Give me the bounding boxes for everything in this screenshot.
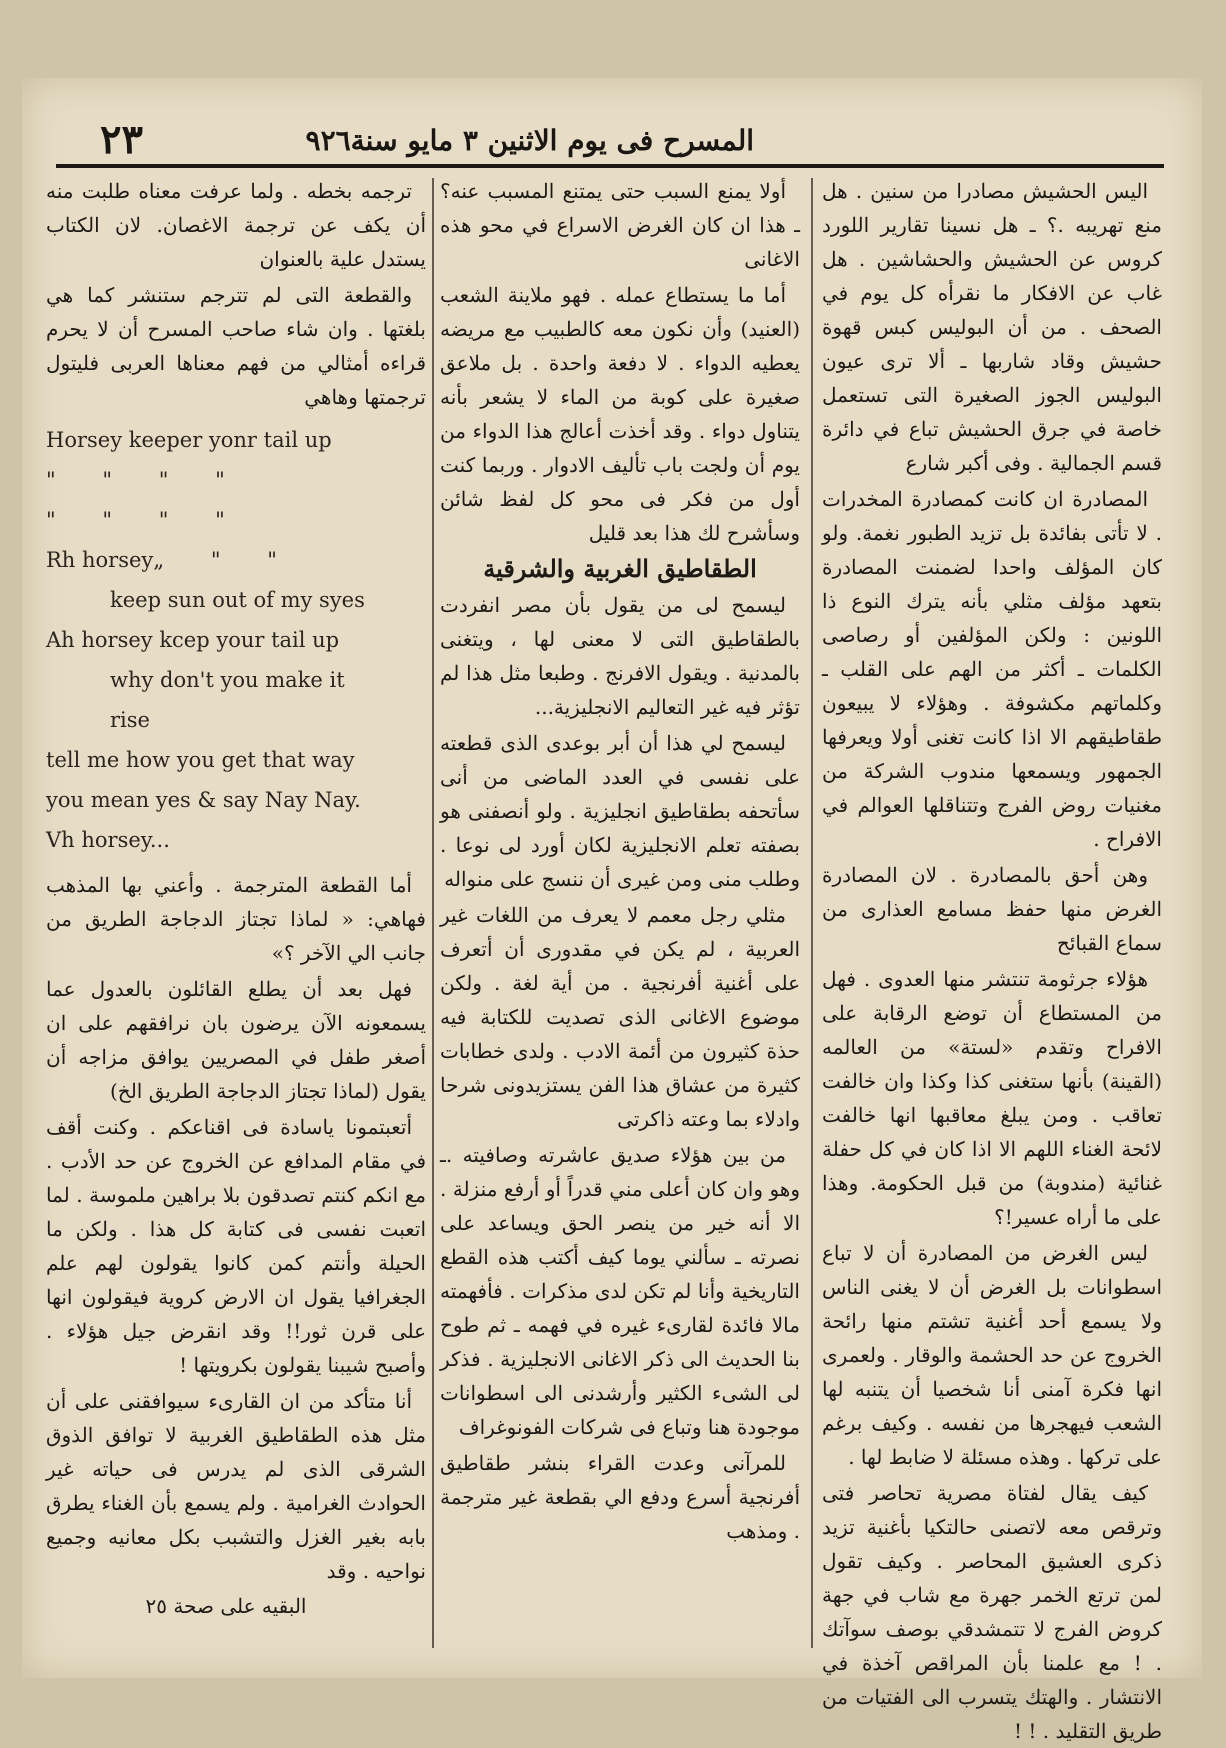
column-divider [432,178,434,1648]
running-title: المسرح فى يوم الاثنين ٣ مايو سنة٩٢٦ [305,124,754,157]
newspaper-page [22,78,1202,1743]
lyric-line: rise [110,708,150,732]
paragraph: مثلي رجل معمم لا يعرف من اللغات غير العربية ، لم يكن في مقدورى أن أتعرف على أغنية أفرنجية . من أية لغة . ولكن موضوع الاغانى الذى تصديت للكتابة فيه حذة كثيرون من أئمة الادب . ولدى خطابات كثيرة من عشاق هذا الفن يستزيدونى شرحا وادلاء بما وعته ذاكرتى [440,903,800,1131]
paragraph: هؤلاء جرثومة تنتشر منها العدوى . فهل من المستطاع أن توضع الرقابة على الافراح وتقدم «لستة» من العالمه (القينة) بأنها ستغنى كذا وكذا وان خالفت تعاقب . ومن يبلغ معاقبها انها خالفت لائحة الغناء اللهم الا اذا كان في كل حفلة غنائية (مندوبة) من قبل الحكومة. وهذا على ما أراه عسير!؟ [822,967,1162,1229]
paragraph: أما القطعة المترجمة . وأعني بها المذهب فهاهي: « لماذا تجتاز الدجاجة الطريق من جانب الي الآخر ؟» [46,873,426,965]
paragraph: كيف يقال لفتاة مصرية تحاصر فتى وترقص معه لاتصنى حالتكيا بأغنية تزيد ذكرى العشيق المحاصر . وكيف تقول لمن ترتع الخمر جهرة مع شاب في جهة كروض الفرج لا تتمشدقي بوصف سوآتك . ! مع علمنا بأن المراقص آخذة في الانتشار . والهتك يتسرب الى الفتيات من طريق التقليد . ! ! [822,1481,1162,1743]
paragraph: اليس الحشيش مصادرا من سنين . هل منع تهريبه .؟ ـ هل نسينا تقارير اللورد كروس عن الحشيش والحشاشين . هل غاب عن الافكار ما نقرأه كل يوم في الصحف . من أن البوليس كبس قهوة حشيش وقاد شاربها ـ ألا ترى عيون البوليس الجوز الصغيرة التى تستعمل خاصة في جرق الحشيش تباع في دائرة قسم الجمالية . وفى أكبر شارع [822,179,1162,475]
paragraph: أما ما يستطاع عمله . فهو ملاينة الشعب (العنيد) وأن نكون معه كالطبيب مع مريضه يعطيه الدواء . لا دفعة واحدة . بل ملاعق صغيرة على كوبة من الماء لا يشعر بأنه يتناول دواء . وقد أخذت أعالج هذا الدواء من يوم أن ولجت باب تأليف الادوار . وربما كنت أول من فكر فى محو كل لفظ شائن وسأشرح لك هذا بعد قليل [440,283,800,545]
left-column [46,174,426,1594]
lyric-line: Ah horsey kcep your tail up [46,628,340,652]
paragraph: أتعبتمونا ياسادة فى اقناعكم . وكنت أقف في مقام المدافع عن الخروج عن حد الأدب . مع انكم كنتم تصدقون بلا براهين ملموسة . لما اتعبت نفسى فى كتابة كل هذا . ولكن ما الحيلة وأنتم كمن كانوا يقولون لهم علم الجغرافيا يقول ان الارض كروية فيقولون انها على قرن ثور!! وقد انقرض جيل هؤلاء . وأصبح شيبنا يقولون بكرويتها ! [46,1115,426,1377]
header-rule [56,164,1164,168]
lyric-line: Vh horsey... [46,828,170,852]
lyric-line: keep sun out of my syes [110,588,365,612]
lyric-line: tell me how you get that way [46,748,355,772]
lyric-line: you mean yes & say Nay Nay. [46,788,361,812]
column-divider [811,178,813,1648]
lyric-line: why don't you make it [110,668,345,692]
page-header [22,116,1202,166]
continued-note: البقيه على صحة ٢٥ [145,1594,307,1618]
page-number: ٢٣ [100,116,143,163]
paragraph: للمرآنى وعدت القراء بنشر طقاطيق أفرنجية أسرع ودفع الي بقطعة غير مترجمة . ومذهب [440,1451,800,1543]
lyric-line: Horsey keeper yonr tail up [46,428,332,452]
paragraph: أولا يمنع السبب حتى يمتنع المسبب عنه؟ ـ هذا ان كان الغرض الاسراع في محو هذه الاغانى [440,179,800,271]
paragraph: والقطعة التى لم تترجم ستنشر كما هي بلغتها . وان شاء صاحب المسرح أن لا يحرم قراءه أمثالي من فهم معناها العربى فليتول ترجمتها وهاهي [46,283,426,409]
paragraph: ليسمح لى من يقول بأن مصر انفردت بالطقاطيق التى لا معنى لها ، ويتغنى بالمدنية . ويقول الافرنج . وطبعا مثل هذا لم تؤثر فيه غير التعاليم الانجليزية... [440,593,800,719]
section-heading: الطقاطيق الغربية والشرقية [483,554,757,583]
lyric-line: " " " " [46,508,225,532]
paragraph: أنا متأكد من ان القارىء سيوافقنى على أن مثل هذه الطقاطيق الغربية لا توافق الذوق الشرقى الذى لم يدرس فى حياته غير الحوادث الغرامية . ولم يسمع بأن الغناء يطرق بابه بغير الغزل والتشبب بكل معانيه وجميع نواحيه . وقد [46,1389,426,1583]
right-column [822,174,1162,1743]
middle-column [440,174,800,1594]
paragraph: المصادرة ان كانت كمصادرة المخدرات . لا تأتى بفائدة بل تزيد الطبور نغمة. ولو كان المؤلف واحدا لضمنت المصادرة بتعهد مؤلف مثلي بأنه يترك النوع ذا اللونين : ولكن المؤلفين أو رصاصى الكلمات ـ أكثر من الهم على القلب ـ وكلماتهم مكشوفة . وهؤلاء لا يبيعون طقاطيقهم الا اذا كانت تغنى أولا ويعرفها الجمهور ويسمعها مندوب الشركة من مغنيات روض الفرج وتتناقلها العوالم في الافراح . [822,487,1162,851]
english-song-lyrics [46,420,426,860]
paragraph: وهن أحق بالمصادرة . لان المصادرة الغرض منها حفظ مسامع العذارى من سماع القبائح [822,863,1162,955]
lyric-line: " " " " [46,468,225,492]
paragraph: ليس الغرض من المصادرة أن لا تباع اسطوانات بل الغرض أن لا يغنى الناس ولا يسمع أحد أغنية تشتم منها رائحة الخروج عن حد الحشمة والوقار . ولعمرى انها فكرة آمنى أنا شخصيا أن يتنبه لها الشعب فيهجرها من نفسه . وكيف برغم على تركها . وهذه مسئلة لا ضابط لها . [822,1241,1162,1469]
lyric-line: Rh horsey„ " " [46,548,277,572]
paragraph: فهل بعد أن يطلع القائلون بالعدول عما يسمعونه الآن يرضون بان نرافقهم على ان أصغر طفل في المصريين يوافق مزاجه أن يقول (لماذا تجتاز الدجاجة الطريق الخ) [46,977,426,1103]
paragraph: من بين هؤلاء صديق عاشرته وصافيته .ـ وهو وان كان أعلى مني قدراً أو أرفع منزلة . الا أنه خير من ينصر الحق ويساعد على نصرته ـ سألني يوما كيف أكتب هذه القطع التاريخية وأنا لم تكن لدى مذكرات . فأفهمته مالا فائدة لقارىء غيره في فهمه ـ ثم طوح بنا الحديث الى ذكر الاغانى الانجليزية . فذكر لى الشىء الكثير وأرشدنى الى اسطوانات موجودة هنا وتباع فى شركات الفونوغراف [440,1143,801,1439]
paragraph: ترجمه بخطه . ولما عرفت معناه طلبت منه أن يكف عن ترجمة الاغصان. لان الكتاب يستدل علية بالعنوان [46,179,426,271]
paragraph: ليسمح لي هذا أن أبر بوعدى الذى قطعته على نفسى في العدد الماضى من أنى سأتحفه بطقاطيق انجليزية . ولو أنصفنى هو بصفته تعلم الانجليزية لكان أورد لى نوعا . وطلب منى ومن غيرى أن ننسج على منواله [440,731,800,891]
